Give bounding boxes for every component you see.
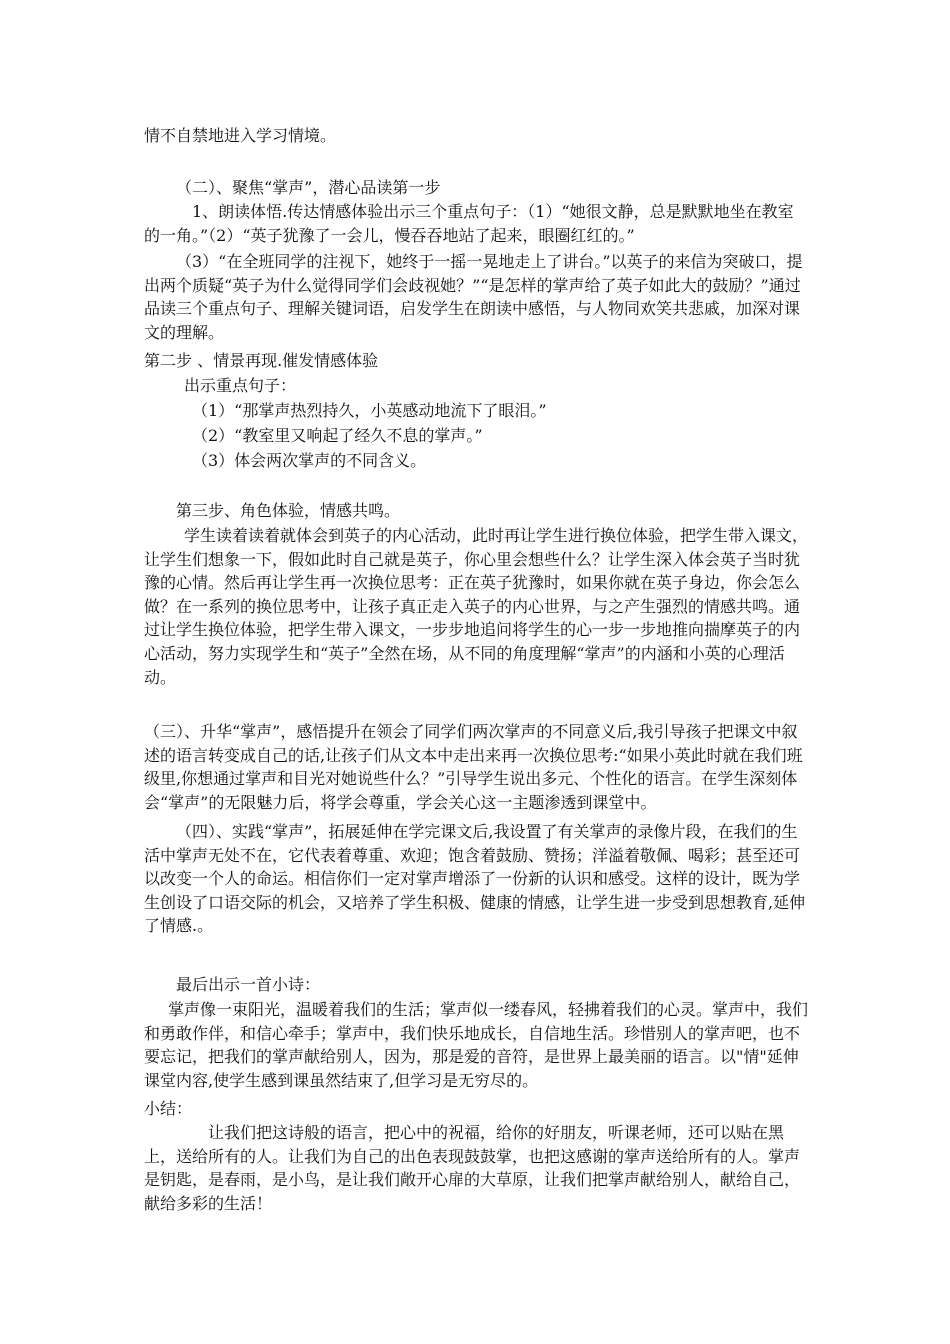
poem-lead: 最后出示一首小诗：: [176, 975, 321, 994]
summary-label: 小结：: [144, 1099, 193, 1118]
summary-paragraph: 让我们把这诗般的语言，把心中的祝福，给你的好朋友，听课老师，还可以贴在黑上，送给所有的人。让我们为自己的出色表现鼓鼓掌，也把这感谢的掌声送给所有的人。掌声是钥匙，是春雨，是小鸟，是让我们敞开心扉的大草原，让我们把掌声献给别人，献给自己，献给多彩的生活！: [144, 1123, 801, 1213]
step-two-heading: 第二步 、情景再现.催发情感体验: [144, 351, 379, 370]
section-four-paragraph: （四）、实践“掌声”，拓展延伸在学完课文后,我设置了有关掌声的录像片段，在我们的生活中掌声无处不在，它代表着尊重、欢迎；饱含着鼓励、赞扬；洋溢着敬佩、喝彩；甚至还可以改变一个人的命运。相信你们一定对掌声增添了一份新的认识和感受。这样的设计，既为学生创设了口语交际的机会，又培养了学生积极、健康的情感，让学生进一步受到思想教育,延伸了情感.。: [144, 822, 806, 936]
step-two-item-3: （3）体会两次掌声的不同含义。: [192, 451, 427, 470]
step-two-lead: 出示重点句子：: [184, 376, 297, 395]
step-two-item-2: （2）“教室里又响起了经久不息的掌声。”: [192, 426, 483, 445]
step-two-item-1: （1）“那掌声热烈持久，小英感动地流下了眼泪。”: [192, 401, 547, 420]
section-two-heading: （二）、聚焦“掌声”，潜心品读第一步: [176, 178, 441, 197]
section-three-paragraph: （三）、升华“掌声”，感悟提升在领会了同学们两次掌声的不同意义后,我引导孩子把课文中叙述的语言转变成自己的话,让孩子们从文本中走出来再一次换位思考:“如果小英此时就在我们班级里,你想通过掌声和目光对她说些什么？”引导学生说出多元、个性化的语言。在学生深刻体会“掌声”的无限魅力后，将学会尊重，学会关心这一主题渗透到课堂中。: [144, 722, 803, 812]
section-two-paragraph-2: （3）“在全班同学的注视下，她终于一摇一晃地走上了讲台。”以英子的来信为突破口，提出两个质疑“英子为什么觉得同学们会歧视她？”“是怎样的掌声给了英子如此大的鼓励？”通过品读三个重点句子、理解关键词语，启发学生在朗读中感悟，与人物同欢笑共悲戚，加深对课文的理解。: [144, 252, 803, 342]
section-two-paragraph-1: 1、朗读体悟.传达情感体验出示三个重点句子：（1）“她很文静，总是默默地坐在教室的一角。”（2）“英子犹豫了一会儿，慢吞吞地站了起来，眼圈红红的。”: [144, 202, 794, 245]
poem-paragraph: 掌声像一束阳光，温暖着我们的生活；掌声似一缕春风，轻拂着我们的心灵。掌声中，我们和勇敢作伴，和信心牵手；掌声中，我们快乐地成长，自信地生活。珍惜别人的掌声吧，也不要忘记，把我们的掌声献给别人，因为，那是爱的音符，是世界上最美丽的语言。以"情"延伸课堂内容,使学生感到课虽然结束了,但学习是无穷尽的。: [144, 1000, 809, 1090]
step-three-paragraph: 学生读着读着就体会到英子的内心活动，此时再让学生进行换位体验，把学生带入课文，让学生们想象一下，假如此时自己就是英子，你心里会想些什么？让学生深入体会英子当时犹豫的心情。然后再让学生再一次换位思考：正在英子犹豫时，如果你就在英子身边，你会怎么做？在一系列的换位思考中，让孩子真正走入英子的内心世界，与之产生强烈的情感共鸣。通过让学生换位体验，把学生带入课文，一步步地追问将学生的心一步一步地推向揣摩英子的内心活动，努力实现学生和“英子”全然在场，从不同的角度理解“掌声”的内涵和小英的心理活动。: [144, 526, 809, 687]
step-three-heading: 第三步、角色体验，情感共鸣。: [176, 501, 401, 520]
intro-tail-line: 情不自禁地进入学习情境。: [144, 126, 337, 145]
